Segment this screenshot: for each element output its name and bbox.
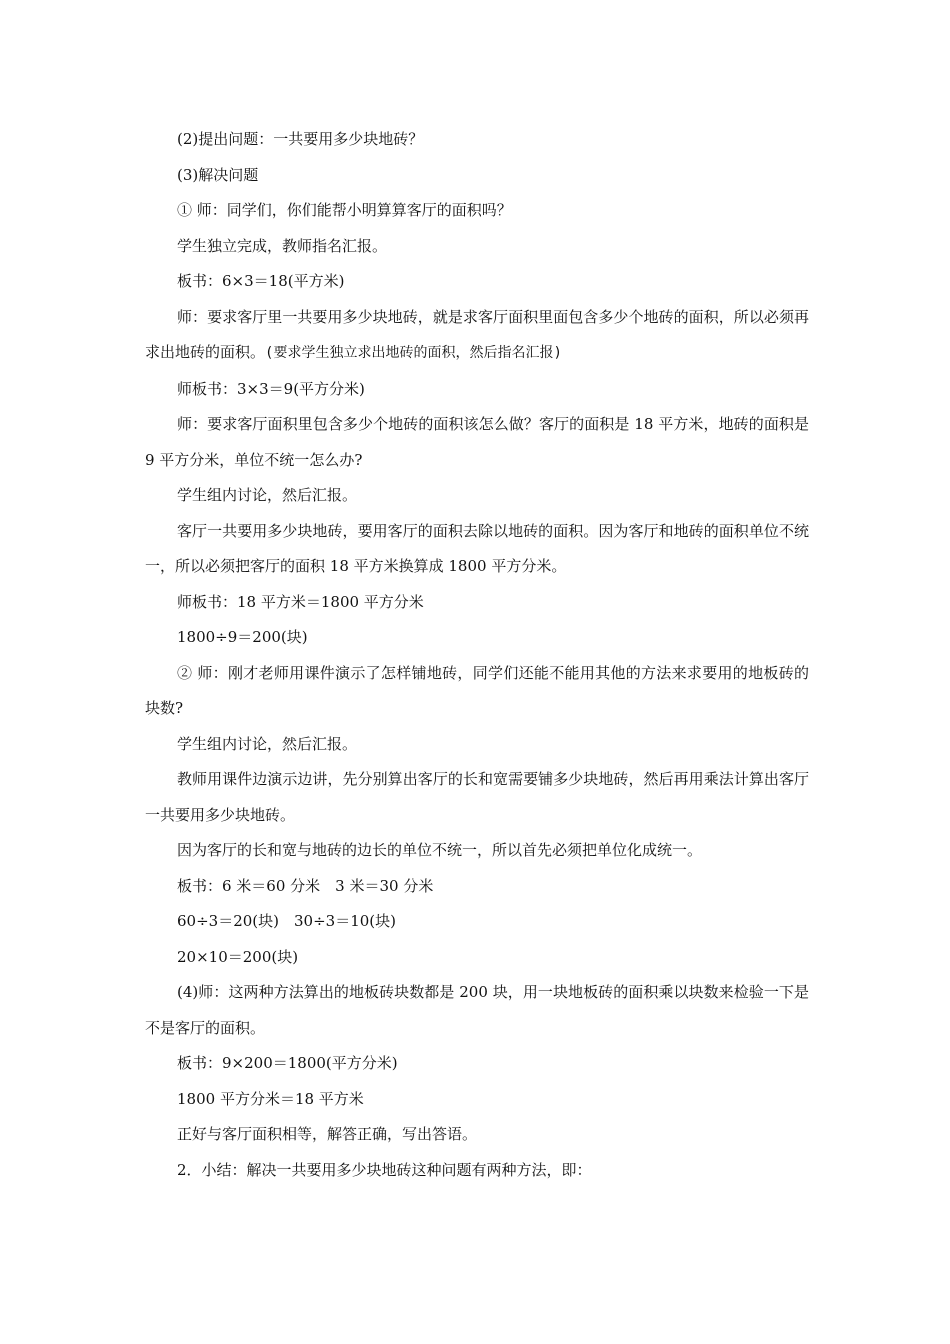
paragraph-board-area: 板书：6×3＝18(平方米) (177, 272, 345, 290)
paragraph-group-discussion-1: 学生组内讨论，然后汇报。 (177, 486, 358, 504)
paragraph-board-length-width: 板书：6 米＝60 分米 3 米＝30 分米 (177, 876, 434, 895)
teacher-explain-text: 师：要求客厅里一共要用多少块地砖，就是求客厅面积里面包含多少个地砖的面积，所以必须再求出地砖的面积。 (145, 307, 809, 361)
paragraph-unit-unify: 因为客厅的长和宽与地砖的边长的单位不统一，所以首先必须把单位化成统一。 (177, 841, 703, 859)
paragraph-board-conversion: 师板书：18 平方米＝1800 平方分米 (177, 592, 424, 611)
paragraph-teacher-ask-area: ① 师：同学们，你们能帮小明算算客厅的面积吗？ (177, 201, 512, 219)
paragraph-count-per-side: 60÷3＝20(块) 30÷3＝10(块) (177, 912, 396, 930)
paragraph-unit-conversion-explain: 客厅一共要用多少块地砖，要用客厅的面积去除以地砖的面积。因为客厅和地砖的面积单位不统一，所以必须把客厅的面积 18 平方米换算成 1800 平方分米。 (145, 521, 809, 575)
paragraph-board-verify: 板书：9×200＝1800(平方分米) (177, 1054, 398, 1072)
document-body (145, 122, 809, 1188)
paragraph-question: (2)提出问题：一共要用多少块地砖？ (177, 130, 424, 148)
paragraph-verify-conversion: 1800 平方分米＝18 平方米 (177, 1089, 364, 1108)
paragraph-answer: 正好与客厅面积相等，解答正确，写出答语。 (177, 1125, 478, 1143)
paragraph-courseware-demo: 教师用课件边演示边讲，先分别算出客厅的长和宽需要铺多少块地砖，然后再用乘法计算出客厅一共要用多少块地砖。 (145, 770, 809, 824)
paragraph-student-report: 学生独立完成，教师指名汇报。 (177, 236, 388, 255)
paragraph-summary: 2．小结：解决一共要用多少块地砖这种问题有两种方法，即： (177, 1160, 592, 1179)
paragraph-teacher-explain (145, 300, 809, 372)
paragraph-teacher-units-question: 师：要求客厅面积里包含多少个地砖的面积该怎么做？客厅的面积是 18 平方米，地砖的面积是 9 平方分米，单位不统一怎么办? (145, 415, 809, 469)
teacher-explain-note: (要求学生独立求出地砖的面积，然后指名汇报) (265, 345, 562, 361)
paragraph-group-discussion-2: 学生组内讨论，然后汇报。 (177, 734, 358, 753)
paragraph-solve-heading: (3)解决问题 (177, 165, 259, 184)
paragraph-teacher-other-method: ② 师：刚才老师用课件演示了怎样铺地砖，同学们还能不能用其他的方法来求要用的地板砖的块数? (145, 663, 809, 717)
paragraph-verify: (4)师：这两种方法算出的地板砖块数都是 200 块，用一块地板砖的面积乘以块数来检验一下是不是客厅的面积。 (145, 983, 809, 1037)
paragraph-division-result: 1800÷9＝200(块) (177, 628, 308, 646)
paragraph-board-tile-area: 师板书：3×3＝9(平方分米) (177, 379, 365, 398)
paragraph-multiply-result: 20×10＝200(块) (177, 947, 299, 966)
